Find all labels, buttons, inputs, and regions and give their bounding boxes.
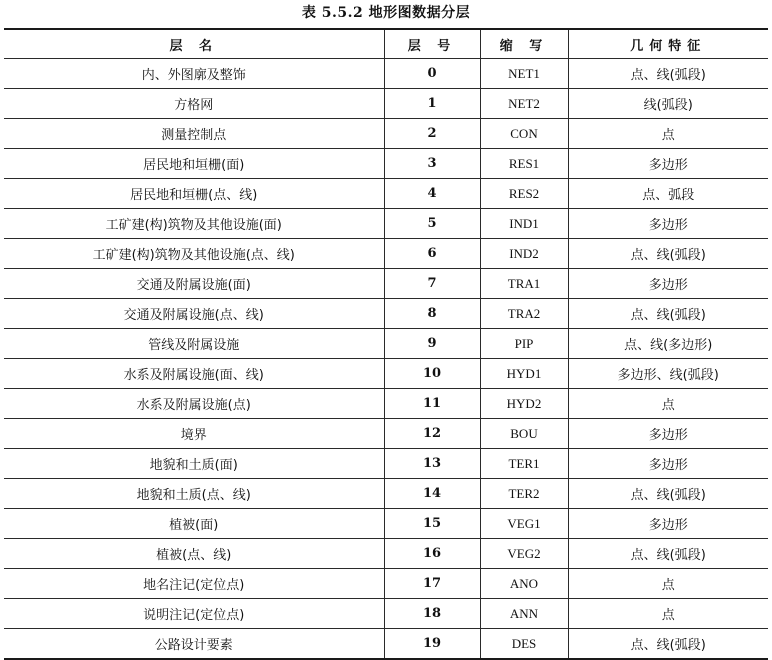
- cell-geometry: 点: [568, 599, 768, 629]
- cell-layer-no: 10: [384, 359, 480, 389]
- cell-layer-name: 交通及附属设施(面): [4, 269, 384, 299]
- cell-geometry: 点、线(多边形): [568, 329, 768, 359]
- cell-layer-no: 8: [384, 299, 480, 329]
- cell-abbr: RES1: [480, 149, 568, 179]
- cell-geometry: 点、线(弧段): [568, 479, 768, 509]
- cell-abbr: PIP: [480, 329, 568, 359]
- table-row: [4, 89, 768, 119]
- cell-layer-name: 水系及附属设施(点): [4, 389, 384, 419]
- table-header: [4, 29, 768, 59]
- cell-geometry: 多边形: [568, 269, 768, 299]
- cell-layer-no: 7: [384, 269, 480, 299]
- cell-layer-name: 地貌和土质(面): [4, 449, 384, 479]
- table-row: [4, 59, 768, 89]
- cell-layer-name: 交通及附属设施(点、线): [4, 299, 384, 329]
- cell-abbr: TER1: [480, 449, 568, 479]
- cell-layer-name: 管线及附属设施: [4, 329, 384, 359]
- cell-abbr: TRA1: [480, 269, 568, 299]
- cell-abbr: VEG1: [480, 509, 568, 539]
- header-geometry: 几何特征: [568, 29, 768, 59]
- cell-layer-name: 方格网: [4, 89, 384, 119]
- cell-geometry: 多边形: [568, 209, 768, 239]
- table-row: [4, 509, 768, 539]
- cell-abbr: VEG2: [480, 539, 568, 569]
- cell-layer-name: 说明注记(定位点): [4, 599, 384, 629]
- cell-layer-name: 地名注记(定位点): [4, 569, 384, 599]
- cell-layer-name: 工矿建(构)筑物及其他设施(点、线): [4, 239, 384, 269]
- table-row: [4, 269, 768, 299]
- table-row: [4, 569, 768, 599]
- terrain-layer-table: [4, 28, 768, 660]
- cell-geometry: 多边形: [568, 449, 768, 479]
- table-row: [4, 479, 768, 509]
- header-layer-name: 层 名: [4, 29, 384, 59]
- cell-geometry: 点、线(弧段): [568, 59, 768, 89]
- table-row: [4, 329, 768, 359]
- table-body: [4, 59, 768, 660]
- cell-layer-no: 3: [384, 149, 480, 179]
- cell-layer-no: 18: [384, 599, 480, 629]
- cell-layer-name: 工矿建(构)筑物及其他设施(面): [4, 209, 384, 239]
- cell-layer-no: 1: [384, 89, 480, 119]
- cell-layer-no: 9: [384, 329, 480, 359]
- cell-layer-no: 2: [384, 119, 480, 149]
- cell-layer-no: 14: [384, 479, 480, 509]
- cell-abbr: NET2: [480, 89, 568, 119]
- cell-abbr: NET1: [480, 59, 568, 89]
- cell-geometry: 多边形: [568, 149, 768, 179]
- table-row: [4, 599, 768, 629]
- cell-layer-name: 居民地和垣栅(点、线): [4, 179, 384, 209]
- table-row: [4, 239, 768, 269]
- cell-abbr: TER2: [480, 479, 568, 509]
- cell-abbr: IND1: [480, 209, 568, 239]
- cell-layer-no: 17: [384, 569, 480, 599]
- cell-geometry: 多边形: [568, 509, 768, 539]
- cell-abbr: TRA2: [480, 299, 568, 329]
- table-row: [4, 209, 768, 239]
- table-row: [4, 419, 768, 449]
- cell-geometry: 多边形、线(弧段): [568, 359, 768, 389]
- cell-layer-name: 植被(点、线): [4, 539, 384, 569]
- cell-abbr: HYD1: [480, 359, 568, 389]
- cell-geometry: 点、线(弧段): [568, 239, 768, 269]
- header-abbr: 缩 写: [480, 29, 568, 59]
- cell-geometry: 多边形: [568, 419, 768, 449]
- table-row: [4, 149, 768, 179]
- cell-layer-no: 11: [384, 389, 480, 419]
- cell-geometry: 点: [568, 389, 768, 419]
- cell-geometry: 线(弧段): [568, 89, 768, 119]
- table-row: [4, 299, 768, 329]
- cell-layer-name: 水系及附属设施(面、线): [4, 359, 384, 389]
- cell-layer-no: 12: [384, 419, 480, 449]
- cell-abbr: RES2: [480, 179, 568, 209]
- cell-layer-name: 公路设计要素: [4, 629, 384, 660]
- cell-abbr: BOU: [480, 419, 568, 449]
- cell-abbr: HYD2: [480, 389, 568, 419]
- table-row: [4, 119, 768, 149]
- cell-geometry: 点: [568, 119, 768, 149]
- header-layer-no: 层 号: [384, 29, 480, 59]
- cell-layer-name: 居民地和垣栅(面): [4, 149, 384, 179]
- cell-abbr: ANO: [480, 569, 568, 599]
- cell-geometry: 点: [568, 569, 768, 599]
- table-caption: 表 5.5.2 地形图数据分层: [301, 5, 471, 21]
- cell-abbr: ANN: [480, 599, 568, 629]
- cell-layer-name: 境界: [4, 419, 384, 449]
- cell-geometry: 点、弧段: [568, 179, 768, 209]
- cell-abbr: IND2: [480, 239, 568, 269]
- cell-abbr: CON: [480, 119, 568, 149]
- cell-layer-name: 测量控制点: [4, 119, 384, 149]
- cell-layer-no: 15: [384, 509, 480, 539]
- cell-layer-no: 19: [384, 629, 480, 660]
- cell-layer-no: 5: [384, 209, 480, 239]
- cell-geometry: 点、线(弧段): [568, 539, 768, 569]
- cell-geometry: 点、线(弧段): [568, 299, 768, 329]
- table-row: [4, 359, 768, 389]
- cell-layer-no: 0: [384, 59, 480, 89]
- layer-table-container: [4, 28, 768, 660]
- cell-layer-name: 地貌和土质(点、线): [4, 479, 384, 509]
- table-row: [4, 179, 768, 209]
- cell-abbr: DES: [480, 629, 568, 660]
- cell-layer-no: 16: [384, 539, 480, 569]
- cell-geometry: 点、线(弧段): [568, 629, 768, 660]
- header-row: [4, 29, 768, 59]
- table-row: [4, 449, 768, 479]
- cell-layer-no: 13: [384, 449, 480, 479]
- cell-layer-name: 植被(面): [4, 509, 384, 539]
- cell-layer-no: 6: [384, 239, 480, 269]
- table-row: [4, 629, 768, 660]
- cell-layer-name: 内、外图廓及整饰: [4, 59, 384, 89]
- table-row: [4, 539, 768, 569]
- cell-layer-no: 4: [384, 179, 480, 209]
- table-row: [4, 389, 768, 419]
